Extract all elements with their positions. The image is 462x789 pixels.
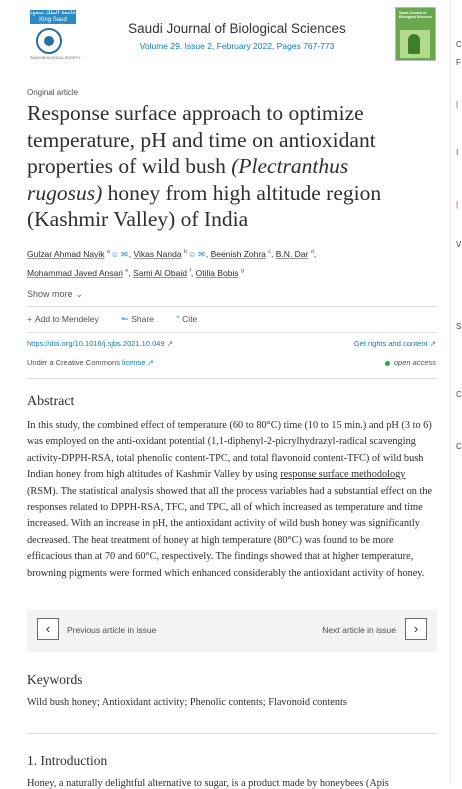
cover-plant-image	[400, 30, 430, 58]
author[interactable]: Gulzar Ahmad Nayik $^a$☺ ✉	[27, 249, 129, 259]
external-link-icon: ↗	[147, 358, 154, 367]
previous-article-button[interactable]	[37, 618, 59, 640]
plus-icon: +	[27, 314, 32, 324]
species-name: (Plectranthus rugosus)	[27, 154, 349, 205]
divider	[27, 733, 437, 734]
divider	[27, 378, 437, 379]
license-link[interactable]: license	[122, 358, 146, 367]
share-icon: ↼	[121, 314, 129, 324]
open-access-badge: open access	[385, 358, 436, 367]
sidebar-fragment[interactable]: F	[456, 58, 461, 67]
open-access-dot-icon	[385, 361, 390, 366]
sidebar-fragment[interactable]: |	[456, 100, 459, 109]
abstract-heading: Abstract	[27, 394, 75, 409]
next-article-button[interactable]	[405, 618, 427, 640]
cover-title: Saudi Journal of Biological Sciences	[399, 11, 432, 19]
sidebar-fragment[interactable]: S	[456, 322, 462, 331]
email-icon[interactable]: ✉	[121, 249, 128, 259]
rights-link[interactable]: Get rights and content ↗	[353, 339, 436, 348]
share-button[interactable]: ↼ Share	[121, 314, 154, 324]
abstract-text: In this study, the combined effect of temperature (60 to 80°C) time (10 to 15 min.) and pH (3 to 6) was employed on the anti-oxidant potential (1,1-diphenyl-2-picrylhydrazyl-radical scavenging activity-DPPH-RSA, total phenolic content-TPC, and total flavonoid content-TFC) of wild bush Indian honey from high altitudes of Kashmir Valley by using response surface methodology (RSM). The statistical analysis showed that all the process variables had a substantial effect on the responses related to DPPH-RSA, TFC, and TPC, all of which increased as temperature and time increased. With an increase in pH, the antioxidant activity of wild bush honey was significantly decreased. The heat treatment of honey at high temperature (80°C) was found to be more efficacious than at 70 and 60°C, respectively. The findings showed that at higher temperature, browning pigments were formed which enhanced considerably the antioxidant activity of honey.	[27, 420, 433, 579]
divider	[27, 306, 437, 307]
chevron-right-icon: ›	[413, 621, 419, 636]
author[interactable]: Sami Al Obaid $^f$	[133, 267, 191, 278]
person-icon[interactable]: ☺	[188, 249, 197, 259]
society-seal-icon	[36, 28, 62, 54]
sidebar-fragment[interactable]: C	[456, 40, 462, 49]
article-type: Original article	[27, 88, 79, 97]
society-name: SAUDI BIOLOGICAL SOCIETY	[30, 56, 81, 60]
journal-title[interactable]: Saudi Journal of Biological Sciences	[128, 21, 346, 36]
publisher-logo[interactable]	[30, 8, 81, 64]
author-list: Gulzar Ahmad Nayik $^a$☺ ✉, Vikas Nanda $^b$☺ ✉, Beenish Zohra $^c$, B.N. Dar $^d$, Mohammad Javed Ansari $^e$, Sami Al Obaid $^f$, Otilia Bobis $^g$	[27, 244, 437, 282]
divider	[27, 332, 437, 333]
right-sidebar-edge	[450, 0, 460, 784]
sidebar-fragment[interactable]: C	[456, 442, 462, 451]
previous-article-link[interactable]: Previous article in issue	[67, 625, 157, 635]
add-to-mendeley-button[interactable]: + Add to Mendeley	[27, 314, 99, 324]
introduction-heading: 1. Introduction	[27, 753, 108, 768]
author[interactable]: Otilia Bobis $^g$	[195, 267, 245, 278]
sidebar-fragment[interactable]: C	[456, 390, 462, 399]
journal-cover-image[interactable]	[395, 7, 436, 61]
cite-button[interactable]: ” Cite	[176, 314, 198, 324]
introduction-text: Honey, a naturally delightful alternative to sugar, is a product made by honeybees (Apis	[27, 778, 389, 789]
sidebar-fragment[interactable]: V	[456, 240, 462, 249]
author[interactable]: Mohammad Javed Ansari $^e$	[27, 267, 129, 278]
author[interactable]: B.N. Dar $^d$	[275, 248, 314, 259]
university-logo-banner: جامعة الملك سعود King Saud University	[30, 10, 76, 30]
author[interactable]: Beenish Zohra $^c$	[210, 248, 272, 259]
external-link-icon: ↗	[166, 339, 173, 348]
external-link-icon: ↗	[429, 339, 436, 348]
sidebar-fragment[interactable]: I	[456, 148, 459, 157]
article-navigation	[27, 610, 437, 652]
license-info: Under a Creative Commons license ↗	[27, 358, 154, 367]
author[interactable]: Vikas Nanda $^b$☺ ✉	[134, 249, 206, 259]
next-article-link[interactable]: Next article in issue	[322, 625, 396, 635]
keywords-list: Wild bush honey; Antioxidant activity; Phenolic contents; Flavonoid contents	[27, 697, 347, 708]
article-actions	[27, 314, 217, 325]
email-icon[interactable]: ✉	[198, 249, 205, 259]
doi-link[interactable]: https://doi.org/10.1016/j.sjbs.2021.10.049 ↗	[27, 339, 173, 348]
keywords-heading: Keywords	[27, 672, 83, 687]
rsm-link[interactable]: response surface methodology	[280, 469, 406, 481]
person-icon[interactable]: ☺	[110, 249, 120, 259]
journal-volume-link[interactable]: Volume 29, Issue 2, February 2022, Pages 767-773	[139, 41, 335, 51]
show-more-button[interactable]: Show more ⌄	[27, 289, 84, 299]
article-title: Response surface approach to optimize temperature, pH and time on antioxidant properties of wild bush (Plectranthus rugosus) honey from high altitude region (Kashmir Valley) of India	[27, 101, 382, 231]
journal-header	[26, 6, 440, 68]
chevron-left-icon: ‹	[45, 621, 51, 636]
quote-icon: ”	[176, 314, 180, 324]
chevron-down-icon: ⌄	[75, 289, 84, 299]
sidebar-fragment[interactable]: |	[456, 200, 459, 209]
